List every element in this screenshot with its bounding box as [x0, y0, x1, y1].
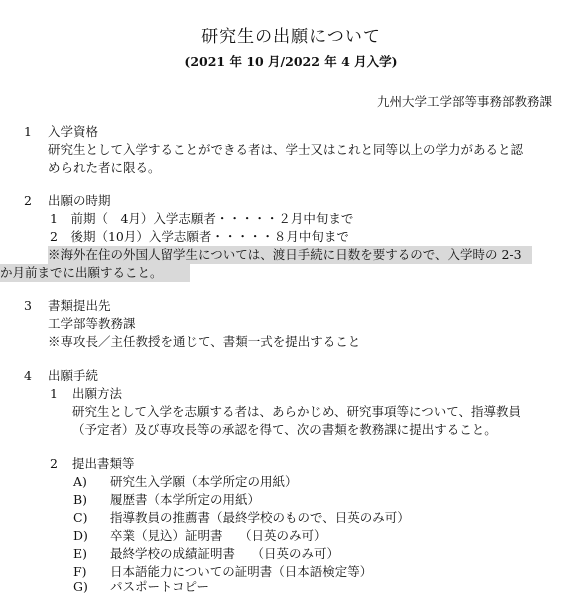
document-item-letter: A) [73, 474, 87, 489]
subsection1-text-line2: （予定者）及び専攻長等の承認を得て、次の書類を教務課に提出すること。 [72, 422, 497, 437]
section1-text-line2: められた者に限る。 [48, 160, 161, 175]
document-subtitle: (2021 年 10 月/2022 年 4 月入学) [184, 54, 398, 69]
document-title: 研究生の出願について [201, 27, 381, 47]
section2-heading: 出願の時期 [48, 193, 111, 208]
subsection1-number: 1 [50, 386, 58, 401]
document-item-text: 日本語能力についての証明書（日本語検定等） [110, 564, 373, 579]
document-item-text: パスポートコピー [110, 579, 210, 594]
section2-note-line1: ※海外在住の外国人留学生については、渡日手続に日数を要するので、入学時の 2-3 [48, 246, 532, 264]
subsection1-text-line1: 研究生として入学を志願する者は、あらかじめ、研究事項等について、指導教員 [72, 404, 522, 419]
section2-number: 2 [24, 193, 32, 208]
section1-text-line1: 研究生として入学することができる者は、学士又はこれと同等以上の学力があると認 [48, 142, 524, 157]
section3-heading: 書類提出先 [48, 298, 111, 313]
document-item-text: 履歴書（本学所定の用紙） [110, 492, 261, 507]
document-item-letter: F) [73, 564, 87, 579]
section1-heading: 入学資格 [48, 124, 99, 139]
document-item-text: 卒業（見込）証明書 （日英のみ可） [110, 528, 327, 543]
document-item-text: 指導教員の推薦書（最終学校のもので、日英のみ可） [110, 510, 410, 525]
section2-note-line2: か月前までに出願すること。 [0, 264, 190, 282]
subsection1-heading: 出願方法 [72, 386, 123, 401]
section3-number: 3 [24, 298, 32, 313]
document-item-text: 最終学校の成績証明書 （日英のみ可） [110, 546, 339, 561]
section4-number: 4 [24, 368, 32, 383]
section2-item-autumn: 2 後期（10月）入学志願者・・・・・８月中旬まで [50, 229, 349, 244]
document-item-letter: E) [73, 546, 88, 561]
subsection2-number: 2 [50, 456, 58, 471]
section1-number: 1 [24, 124, 32, 139]
document-item-letter: D) [73, 528, 88, 543]
document-item-letter: G) [73, 579, 88, 594]
section3-note: ※専攻長／主任教授を通じて、書類一式を提出すること [48, 334, 361, 349]
document-item-text: 研究生入学願（本学所定の用紙） [110, 474, 298, 489]
issuing-office: 九州大学工学部等事務部教務課 [376, 94, 552, 109]
subsection2-heading: 提出書類等 [72, 456, 135, 471]
section2-item-spring: 1 前期（ 4月）入学志願者・・・・・２月中旬まで [50, 211, 354, 226]
document-item-letter: B) [73, 492, 88, 507]
section3-office: 工学部等教務課 [48, 316, 136, 331]
document-item-letter: C) [73, 510, 88, 525]
section4-heading: 出願手続 [48, 368, 99, 383]
